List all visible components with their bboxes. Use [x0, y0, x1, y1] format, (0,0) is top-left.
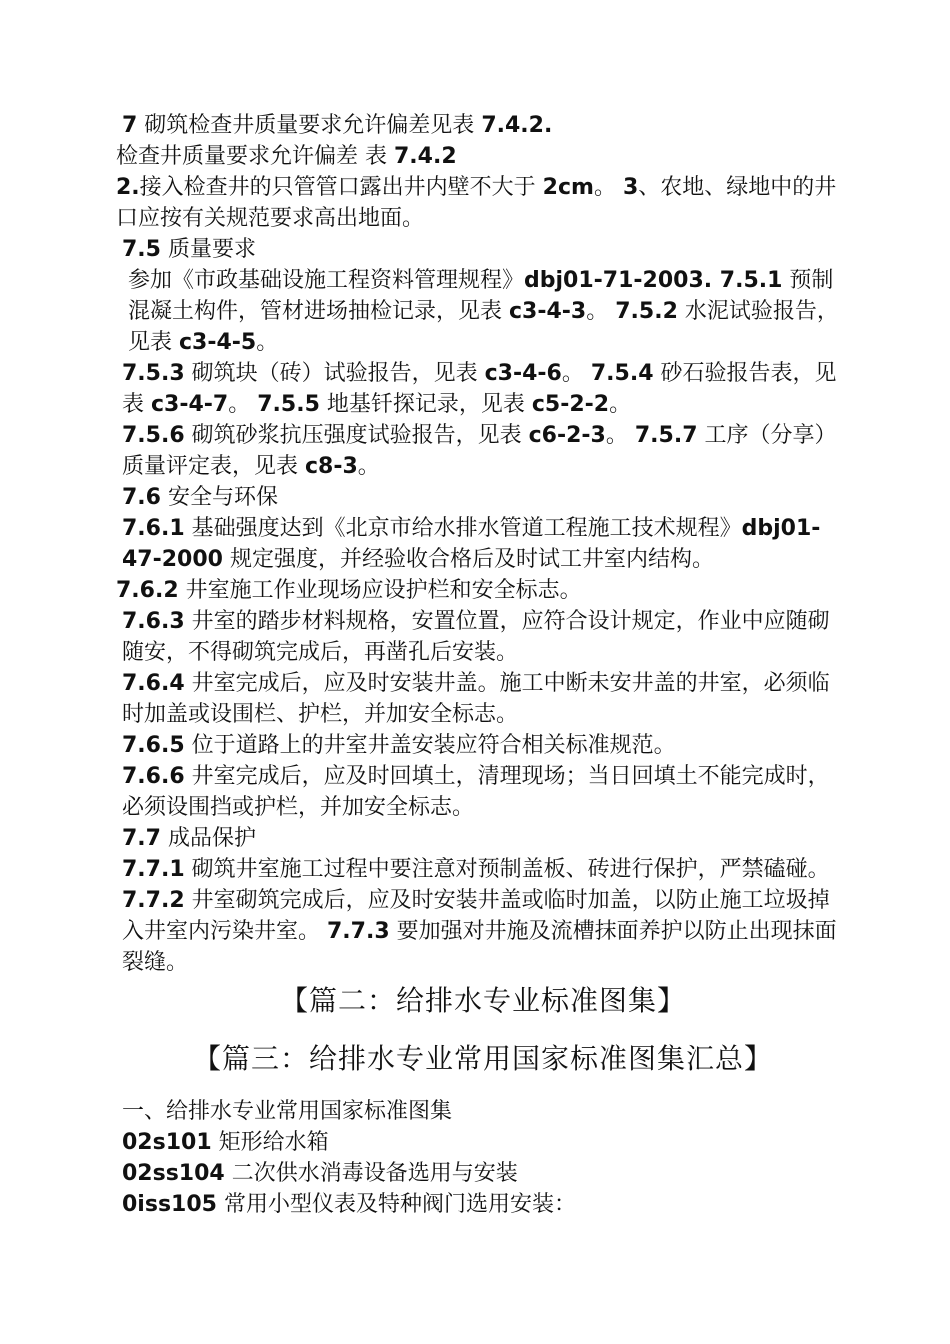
- para-7-5-6: 7.5.6 砌筑砂浆抗压强度试验报告，见表 c6-2-3。 7.5.7 工序（分享）质量评定表，见表 c8-3。: [122, 423, 837, 479]
- para-7-6-2: 7.6.2 井室施工作业现场应设护栏和安全标志。: [116, 578, 582, 603]
- list-title: 一、给排水专业常用国家标准图集: [122, 1099, 453, 1124]
- para-7-6-6: 7.6.6 井室完成后，应及时回填土，清理现场；当日回填土不能完成时，必须设围挡或护栏，并加安全标志。: [122, 764, 830, 820]
- heading-part-two: 【篇二：给排水专业标准图集】: [279, 984, 686, 1017]
- para-7-7-1: 7.7.1 砌筑井室施工过程中要注意对预制盖板、砖进行保护，严禁磕碰。 7.7.2 井室砌筑完成后，应及时安装井盖或临时加盖，以防止施工垃圾掉入井室内污染井室。 7.7.3 要加强对井施及流槽抹面养护以防止出现抹面裂缝。: [122, 857, 837, 975]
- para-7-6-1: 7.6.1 基础强度达到《北京市给水排水管道工程施工技术规程》dbj01-47-2000 规定强度，并经验收合格后及时试工井室内结构。: [122, 516, 821, 572]
- para-7-5-3: 7.5.3 砌筑块（砖）试验报告，见表 c3-4-6。 7.5.4 砂石验报告表，见表 c3-4-7。 7.5.5 地基钎探记录，见表 c5-2-2。: [122, 361, 837, 417]
- heading-part-three: 【篇三：给排水专业常用国家标准图集汇总】: [192, 1042, 773, 1075]
- para-7-6-5: 7.6.5 位于道路上的井室井盖安装应符合相关标准规范。: [122, 733, 676, 758]
- section-7-5-title: 7.5 质量要求: [122, 237, 256, 262]
- para-item-2-3: 2.接入检查井的只管管口露出井内壁不大于 2cm。 3、农地、绿地中的井口应按有关规范要求高出地面。: [116, 175, 837, 231]
- para-7-6-3: 7.6.3 井室的踏步材料规格，安置位置，应符合设计规定，作业中应随砌随安，不得砌筑完成后，再凿孔后安装。: [122, 609, 830, 665]
- para-7-4-2: 7 砌筑检查井质量要求允许偏差见表 7.4.2.: [122, 113, 553, 138]
- para-table-7-4-2: 检查井质量要求允许偏差 表 7.4.2: [116, 144, 457, 169]
- para-7-5-1: 参加《市政基础设施工程资料管理规程》dbj01-71-2003. 7.5.1 预制混凝土构件，管材进场抽检记录，见表 c3-4-3。 7.5.2 水泥试验报告，见表 c3-4-5。: [128, 268, 839, 355]
- para-7-6-4: 7.6.4 井室完成后，应及时安装井盖。施工中断未安井盖的井室，必须临时加盖或设围栏、护栏，并加安全标志。: [122, 671, 830, 727]
- list-item: 0iss105 常用小型仪表及特种阀门选用安装：: [122, 1192, 576, 1217]
- section-7-7-title: 7.7 成品保护: [122, 826, 256, 851]
- list-item: 02s101 矩形给水箱: [122, 1130, 329, 1155]
- section-7-6-title: 7.6 安全与环保: [122, 485, 278, 510]
- list-item: 02ss104 二次供水消毒设备选用与安装: [122, 1161, 518, 1186]
